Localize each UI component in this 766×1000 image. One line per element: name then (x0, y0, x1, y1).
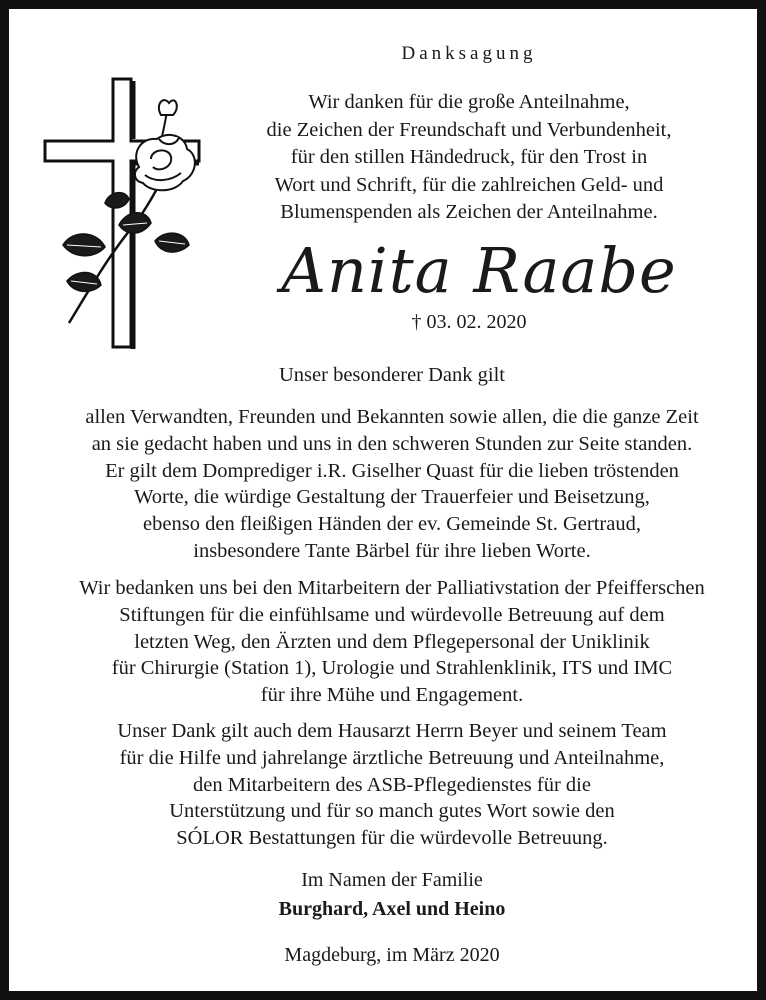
signature-intro: Im Namen der Familie (301, 869, 483, 891)
heading: Danksagung (401, 43, 537, 64)
paragraph-palliative (23, 575, 761, 709)
text-line: insbesondere Tante Bärbel für ihre lieben Worte. (193, 539, 591, 562)
deceased-name: Anita Raabe (281, 234, 677, 307)
text-line: den Mitarbeitern des ASB-Pflegedienstes für die (193, 773, 591, 796)
intro-line: die Zeichen der Freundschaft und Verbundenheit, (266, 118, 672, 141)
text-line: an sie gedacht haben und uns in den schweren Stunden zur Seite standen. (91, 432, 693, 455)
paragraph-doctor (23, 718, 761, 852)
text-line: Er gilt dem Domprediger i.R. Giselher Quast für die lieben tröstenden (105, 459, 679, 482)
intro-line: für den stillen Händedruck, für den Trost in (290, 146, 648, 169)
signature-names: Burghard, Axel und Heino (278, 898, 506, 920)
death-date: † 03. 02. 2020 (411, 311, 527, 333)
text-line: allen Verwandten, Freunden und Bekannten sowie allen, die die ganze Zeit (85, 406, 699, 428)
place-date: Magdeburg, im März 2020 (284, 944, 500, 966)
intro-line: Blumenspenden als Zeichen der Anteilnahme. (280, 201, 658, 224)
intro-line: Wir danken für die große Anteilnahme, (308, 91, 630, 113)
text-line: ebenso den fleißigen Händen der ev. Gemeinde St. Gertraud, (143, 513, 641, 536)
text-line: Unterstützung und für so manch gutes Wort sowie den (169, 800, 615, 823)
text-line: Worte, die würdige Gestaltung der Trauerfeier und Beisetzung, (134, 486, 650, 509)
thanks-intro: Unser besonderer Dank gilt (278, 364, 505, 386)
cross-with-rose-icon (39, 75, 211, 351)
paragraph-relatives (23, 404, 761, 565)
text-line: Wir bedanken uns bei den Mitarbeitern der Palliativstation der Pfeifferschen (79, 577, 705, 599)
intro-line: Wort und Schrift, für die zahlreichen Geld- und (274, 173, 664, 196)
text-line: Unser Dank gilt auch dem Hausarzt Herrn Beyer und seinem Team (117, 720, 667, 742)
text-line: SÓLOR Bestattungen für die würdevolle Betreuung. (176, 827, 608, 850)
text-line: letzten Weg, den Ärzten und dem Pflegepersonal der Uniklinik (134, 630, 650, 653)
text-line: für die Hilfe und jahrelange ärztliche Betreuung und Anteilnahme, (119, 746, 665, 769)
text-line: für Chirurgie (Station 1), Urologie und Strahlenklinik, ITS und IMC (111, 657, 673, 680)
text-line: für ihre Mühe und Engagement. (260, 684, 524, 707)
intro-text (209, 89, 729, 227)
text-line: Stiftungen für die einfühlsame und würdevolle Betreuung auf dem (119, 603, 665, 626)
